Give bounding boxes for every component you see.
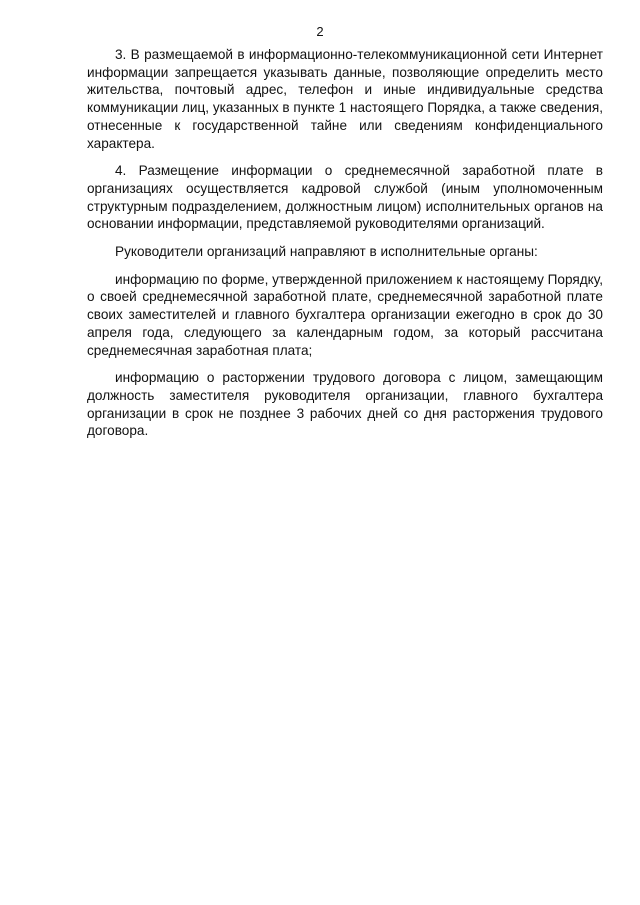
page-number: 2 (316, 24, 324, 39)
paragraph-salary-info: информацию по форме, утвержденной приложением к настоящему Порядку, о своей среднемесячной заработной плате, среднемесячной заработной плате своих заместителей и главного бухгалтера организации ежегодно в срок до 30 апреля года, следующего за календарным годом, за который рассчитана среднемесячная заработная плата; (87, 271, 603, 358)
paragraph-item-4: 4. Размещение информации о среднемесячной заработной плате в организациях осуществляется кадровой службой (иным уполномоченным структурным подразделением, должностным лицом) исполнительных органов на основании информации, представляемой руководителями организаций. (87, 163, 603, 232)
paragraph-contract-termination: информацию о расторжении трудового договора с лицом, замещающим должность заместителя руководителя организации, главного бухгалтера организации в срок не позднее 3 рабочих дней со дня расторжения трудового договора. (87, 370, 603, 439)
paragraph-item-3: 3. В размещаемой в информационно-телекоммуникационной сети Интернет информации запрещается указывать данные, позволяющие определить место жительства, почтовый адрес, телефон и иные индивидуальные средства коммуникации лиц, указанных в пункте 1 настоящего Порядка, а также сведения, отнесенные к государственной тайне или сведениям конфиденциального характера. (87, 47, 603, 151)
paragraph-heads-intro: Руководители организаций направляют в исполнительные органы: (115, 244, 538, 260)
document-body (87, 46, 603, 450)
